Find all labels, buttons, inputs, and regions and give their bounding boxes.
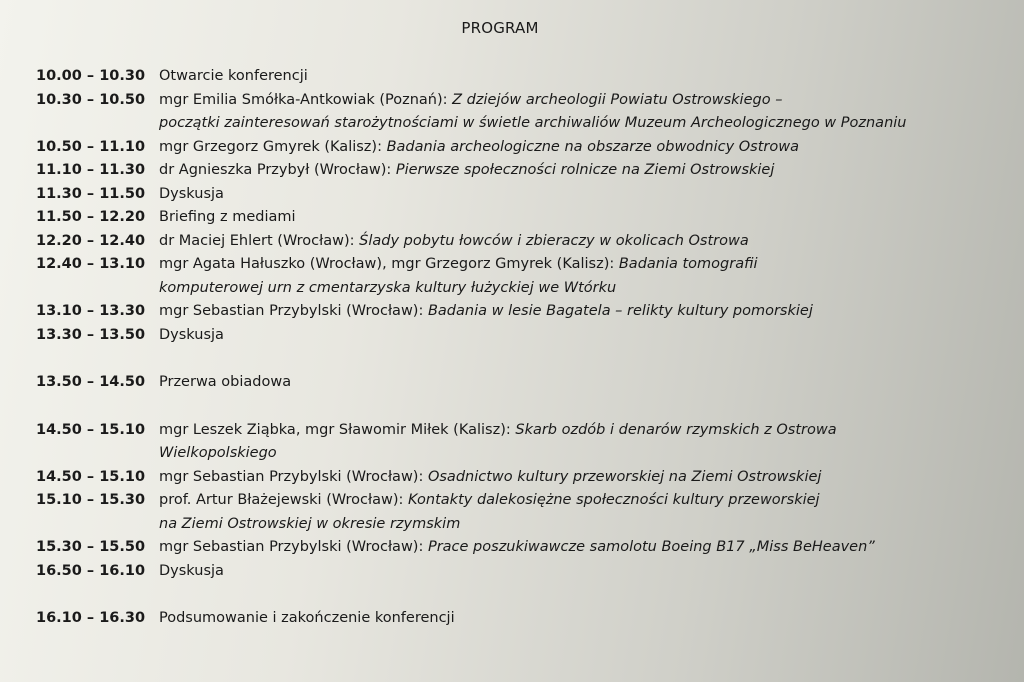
program-item-time: 16.10 – 16.30 [36,610,146,626]
program-item-speaker: dr Maciej Ehlert (Wrocław): [159,232,360,249]
program-item-description [159,536,875,560]
program-item-speaker: Podsumowanie i zakończenie konferencji [159,610,455,626]
program-item-time: 15.10 – 15.30 [36,492,146,508]
program-item-speaker: prof. Artur Błażejewski (Wrocław): [159,492,409,508]
program-item-description [159,65,308,89]
program-item-topic-continued: komputerowej urn z cmentarzyska kultury łużyckiej we Wtórku [159,279,617,296]
program-item-topic: Prace poszukiwawcze samolotu Boeing B17 „Miss BeHeaven” [427,539,875,555]
program-item [36,230,1011,254]
program-item-topic-continued: na Ziemi Ostrowskiej w okresie rzymskim [159,515,461,532]
program-item-speaker: mgr Sebastian Przybylski (Wrocław): [159,303,428,319]
program-item-time: 10.30 – 10.50 [36,91,146,108]
program-item-speaker: mgr Grzegorz Gmyrek (Kalisz): [159,138,387,155]
program-item [36,466,1011,490]
program-item-description [159,230,749,254]
program-item [36,560,1011,584]
program-item-time: 12.20 – 12.40 [36,232,146,249]
program-item [36,536,1011,560]
program-item-time: 12.40 – 13.10 [36,256,146,272]
program-item-description [159,371,291,395]
program-item-speaker: Przerwa obiadowa [159,374,292,390]
program-item-time: 15.30 – 15.50 [36,539,146,555]
program-item [36,183,1011,207]
program-item [36,89,1011,136]
program-item [36,489,1011,536]
program-item-speaker: dr Agnieszka Przybył (Wrocław): [159,162,396,178]
program-item-speaker: Dyskusja [159,326,224,343]
section-gap [36,395,1011,419]
program-item-time: 10.00 – 10.30 [36,68,146,84]
program-item-time: 13.10 – 13.30 [36,303,146,319]
program-item [36,324,1011,348]
program-item-topic-continued: Wielkopolskiego [159,445,277,461]
program-item-topic: Pierwsze społeczności rolnicze na Ziemi Ostrowskiej [395,162,775,178]
program-item-topic: Badania w lesie Bagatela – relikty kultury pomorskiej [427,303,813,319]
program-item [36,607,1011,631]
program-item [36,136,1011,160]
program-item-topic: Badania tomografii [618,256,758,272]
program-item-description [159,489,820,536]
program-item-time: 13.50 – 14.50 [36,374,146,390]
program-item [36,253,1011,300]
section-gap [36,347,1011,371]
program-item-time: 11.30 – 11.50 [36,185,146,202]
program-item-description [159,324,224,348]
program-item-description [159,206,296,230]
program-item-time: 14.50 – 15.10 [36,421,146,438]
program-item-topic: Skarb ozdób i denarów rzymskich z Ostrowa [515,421,837,438]
program-item-description [159,89,906,136]
program-item-description [159,419,837,466]
program-list [36,65,1011,631]
program-item-speaker: Briefing z mediami [159,209,296,225]
program-item-topic-continued: początki zainteresowań starożytnościami w świetle archiwaliów Muzeum Archeologicznego w Poznaniu [159,115,907,131]
program-item-speaker: mgr Sebastian Przybylski (Wrocław): [159,539,428,555]
program-item [36,371,1011,395]
program-item [36,159,1011,183]
program-item-description [159,607,455,631]
program-item-speaker: mgr Emilia Smółka-Antkowiak (Poznań): [159,91,453,108]
program-item-topic: Ślady pobytu łowców i zbieraczy w okolicach Ostrowa [359,232,749,249]
program-item-speaker: Dyskusja [159,185,224,202]
section-gap [36,583,1011,607]
program-item-description [159,466,821,490]
program-item [36,419,1011,466]
program-item-description [159,300,813,324]
program-item-speaker: mgr Leszek Ziąbka, mgr Sławomir Miłek (Kalisz): [159,421,516,438]
page-title: PROGRAM [461,19,539,37]
program-item-description [159,560,224,584]
program-item-topic: Badania archeologiczne na obszarze obwodnicy Ostrowa [386,138,799,155]
program-item [36,65,1011,89]
program-item-speaker: mgr Agata Hałuszko (Wrocław), mgr Grzegorz Gmyrek (Kalisz): [159,256,619,272]
program-item-time: 16.50 – 16.10 [36,562,146,579]
program-item-topic: Kontakty dalekosiężne społeczności kultury przeworskiej [408,492,820,508]
program-item-topic: Z dziejów archeologii Powiatu Ostrowskiego – [452,91,783,108]
program-item-speaker: mgr Sebastian Przybylski (Wrocław): [159,468,428,485]
program-item-speaker: Dyskusja [159,562,224,579]
program-item-description [159,136,799,160]
program-item [36,300,1011,324]
program-item-description [159,253,758,300]
program-item-time: 11.10 – 11.30 [36,162,146,178]
program-item-speaker: Otwarcie konferencji [159,68,308,84]
program-item [36,206,1011,230]
program-item-time: 11.50 – 12.20 [36,209,146,225]
program-item-description [159,183,224,207]
program-item-topic: Osadnictwo kultury przeworskiej na Ziemi Ostrowskiej [427,468,822,485]
program-item-time: 13.30 – 13.50 [36,326,146,343]
program-item-time: 14.50 – 15.10 [36,468,146,485]
program-item-time: 10.50 – 11.10 [36,138,146,155]
program-item-description [159,159,774,183]
